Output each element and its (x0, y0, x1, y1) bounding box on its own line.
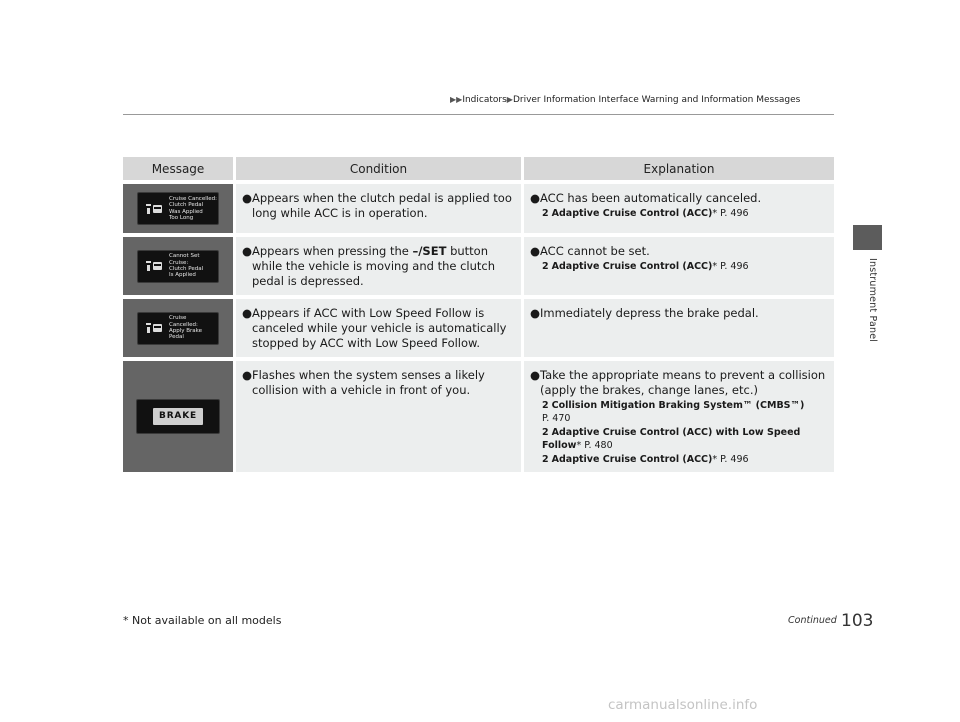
explanation-text: ACC cannot be set. (540, 244, 650, 258)
table-row (123, 357, 834, 472)
condition-text: Flashes when the system senses a likely collision with a vehicle in front of you. (252, 368, 485, 397)
display-text: Cannot Set Cruise: Clutch Pedal Is Applied (169, 253, 204, 279)
reference-arrow-icon: 2 (542, 261, 549, 272)
footnote: * Not available on all models (123, 614, 282, 627)
reference-arrow-icon: 2 (542, 400, 549, 411)
display-screen (137, 312, 219, 345)
display-text: Cruise Cancelled: Clutch Pedal Was Applied Too Long (169, 195, 218, 221)
breadcrumb-separator-icon: ▶ (506, 95, 513, 104)
condition-cell (233, 295, 521, 357)
message-image-cell (123, 357, 233, 472)
table-row (123, 233, 834, 295)
condition-text: Appears if ACC with Low Speed Follow is canceled while your vehicle is automatically stopped by ACC with Low Speed Follow. (252, 306, 507, 350)
reference-star: * (576, 440, 582, 451)
reference-title: Adaptive Cruise Control (ACC) with Low Speed Follow (542, 427, 801, 451)
reference-title: Adaptive Cruise Control (ACC) (551, 208, 713, 219)
cruise-clutch-icon (146, 259, 163, 273)
message-image-cell (123, 233, 233, 295)
column-header-explanation: Explanation (521, 157, 834, 180)
cruise-clutch-icon (146, 202, 163, 216)
page-reference[interactable] (542, 453, 828, 466)
bullet-icon: ● (530, 244, 541, 258)
message-image-cell (123, 295, 233, 357)
page-reference[interactable] (542, 426, 828, 452)
cruise-brake-icon (146, 321, 163, 335)
message-image-cell (123, 180, 233, 233)
bullet-icon: ● (242, 244, 253, 258)
reference-title: Adaptive Cruise Control (ACC) (551, 261, 713, 272)
explanation-text: ACC has been automatically canceled. (540, 191, 762, 205)
breadcrumb-subsection: Driver Information Interface Warning and Information Messages (512, 95, 801, 105)
watermark: carmanualsonline.info (608, 697, 758, 713)
bullet-icon: ● (242, 191, 253, 205)
explanation-text: Take the appropriate means to prevent a collision (apply the brakes, change lanes, etc.) (540, 368, 826, 397)
column-header-condition: Condition (233, 157, 521, 180)
display-screen (137, 250, 219, 283)
bullet-icon: ● (242, 368, 253, 382)
reference-title: Collision Mitigation Braking System™ (CMBS™) (551, 400, 805, 411)
bullet-icon: ● (530, 191, 541, 205)
page-reference[interactable] (542, 260, 828, 273)
continued-label: Continued (788, 615, 837, 626)
reference-page: P. 496 (717, 208, 749, 219)
breadcrumb-arrow-icon: ▶▶ (450, 95, 463, 104)
bullet-icon: ● (530, 368, 541, 382)
condition-cell (233, 357, 521, 472)
reference-arrow-icon: 2 (542, 208, 549, 219)
bullet-icon: ● (242, 306, 253, 320)
condition-text: Appears when pressing the (252, 244, 413, 258)
breadcrumb-section: Indicators (462, 95, 507, 105)
section-tab (853, 225, 882, 250)
explanation-text: Immediately depress the brake pedal. (540, 306, 759, 320)
reference-page: P. 496 (717, 261, 749, 272)
condition-cell (233, 180, 521, 233)
table-row (123, 180, 834, 233)
reference-arrow-icon: 2 (542, 427, 549, 438)
breadcrumb (450, 95, 850, 105)
set-button-label: –/SET (412, 244, 447, 258)
reference-page: P. 470 (542, 413, 571, 424)
table-header-row (123, 157, 834, 180)
reference-page: P. 480 (581, 440, 613, 451)
explanation-cell (521, 295, 834, 357)
reference-star: * (712, 261, 718, 272)
display-screen (136, 399, 220, 434)
header-divider (123, 114, 834, 115)
messages-table (123, 157, 834, 472)
condition-text: Appears when the clutch pedal is applied too long while ACC is in operation. (252, 191, 512, 220)
display-screen (137, 192, 219, 225)
reference-star: * (712, 208, 718, 219)
display-text: Cruise Cancelled: Apply Brake Pedal (169, 315, 203, 341)
section-tab-label: Instrument Panel (867, 258, 878, 343)
explanation-cell (521, 233, 834, 295)
reference-arrow-icon: 2 (542, 454, 549, 465)
column-header-message: Message (123, 157, 233, 180)
condition-text-cont: button while the vehicle is moving and the clutch pedal is depressed. (252, 244, 496, 288)
explanation-cell (521, 180, 834, 233)
table-row (123, 295, 834, 357)
page-reference[interactable] (542, 207, 828, 220)
page-reference[interactable] (542, 399, 828, 425)
brake-warning-badge: BRAKE (153, 408, 203, 425)
page-number: 103 (841, 611, 874, 631)
bullet-icon: ● (530, 306, 541, 320)
reference-page: P. 496 (717, 454, 749, 465)
condition-cell (233, 233, 521, 295)
reference-title: Adaptive Cruise Control (ACC) (551, 454, 713, 465)
reference-star: * (712, 454, 718, 465)
explanation-cell (521, 357, 834, 472)
